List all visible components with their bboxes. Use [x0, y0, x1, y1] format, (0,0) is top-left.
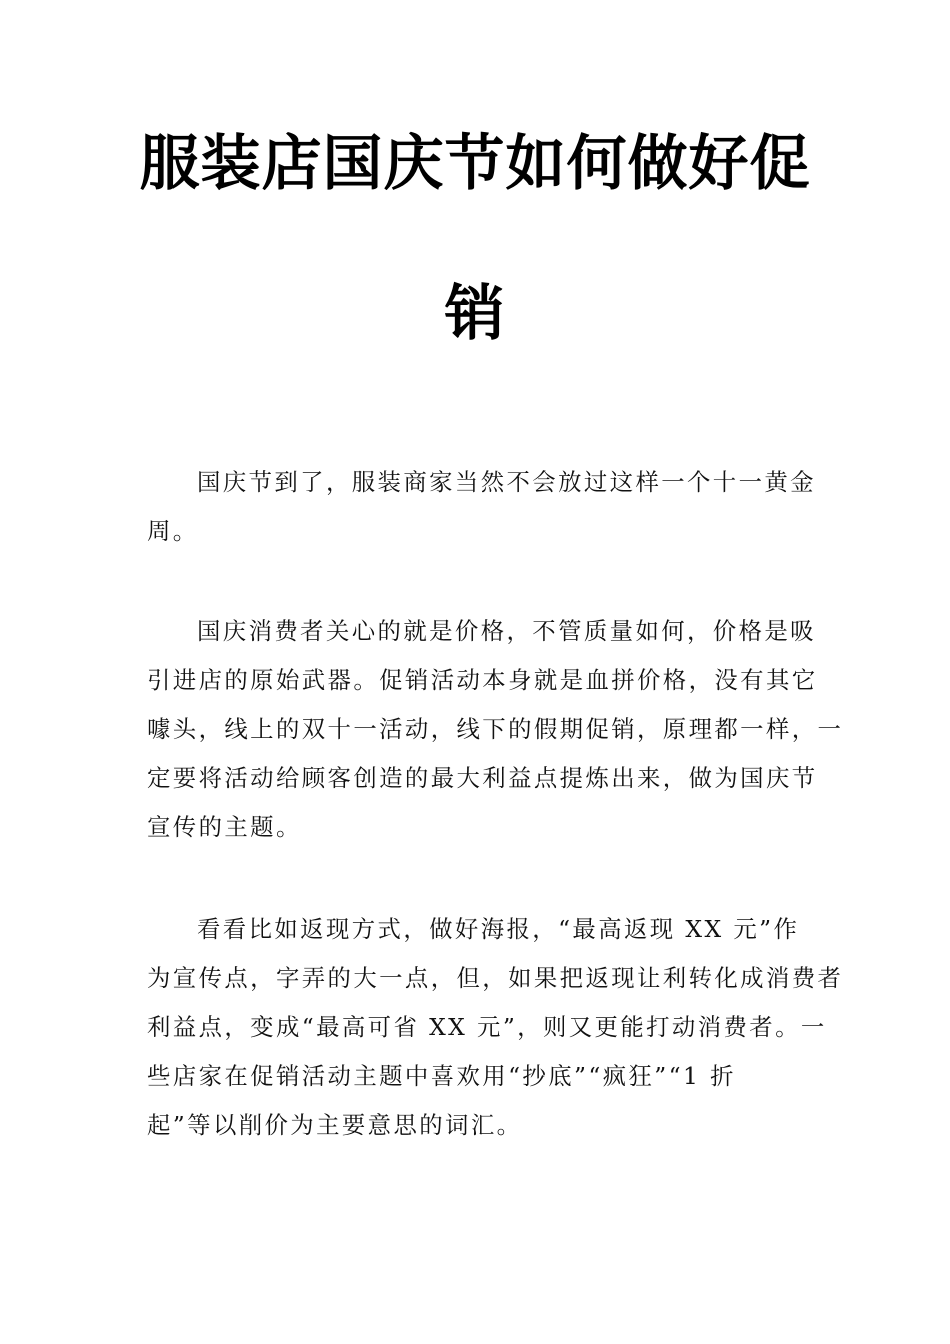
paragraph-line: 国庆节到了，服装商家当然不会放过这样一个十一黄金 [197, 468, 816, 496]
paragraph-line: 周。 [147, 517, 199, 545]
document-title-line-2: 销 [444, 279, 506, 349]
paragraph-2 [147, 607, 844, 852]
paragraph-line: 宣传的主题。 [147, 813, 302, 841]
paragraph-line: 看看比如返现方式，做好海报，“最高返现 XX 元”作 [197, 915, 800, 943]
paragraph-line: 国庆消费者关心的就是价格，不管质量如何，价格是吸 [197, 617, 816, 645]
paragraph-line: 利益点，变成“最高可省 XX 元”，则又更能打动消费者。一 [147, 1013, 827, 1041]
paragraph-1 [147, 458, 816, 556]
paragraph-line: 引进店的原始武器。促销活动本身就是血拼价格，没有其它 [147, 666, 818, 694]
paragraph-line: 起”等以削价为主要意思的词汇。 [147, 1111, 523, 1139]
paragraph-line: 为宣传点，字弄的大一点，但，如果把返现让利转化成消费者 [147, 964, 844, 992]
paragraph-3 [147, 905, 844, 1150]
document-title-line-1: 服装店国庆节如何做好促 [139, 129, 811, 199]
paragraph-line: 噱头，线上的双十一活动，线下的假期促销，原理都一样，一 [147, 715, 844, 743]
paragraph-line: 定要将活动给顾客创造的最大利益点提炼出来，做为国庆节 [147, 764, 818, 792]
paragraph-line: 些店家在促销活动主题中喜欢用“抄底”“疯狂”“1 折 [147, 1062, 736, 1090]
